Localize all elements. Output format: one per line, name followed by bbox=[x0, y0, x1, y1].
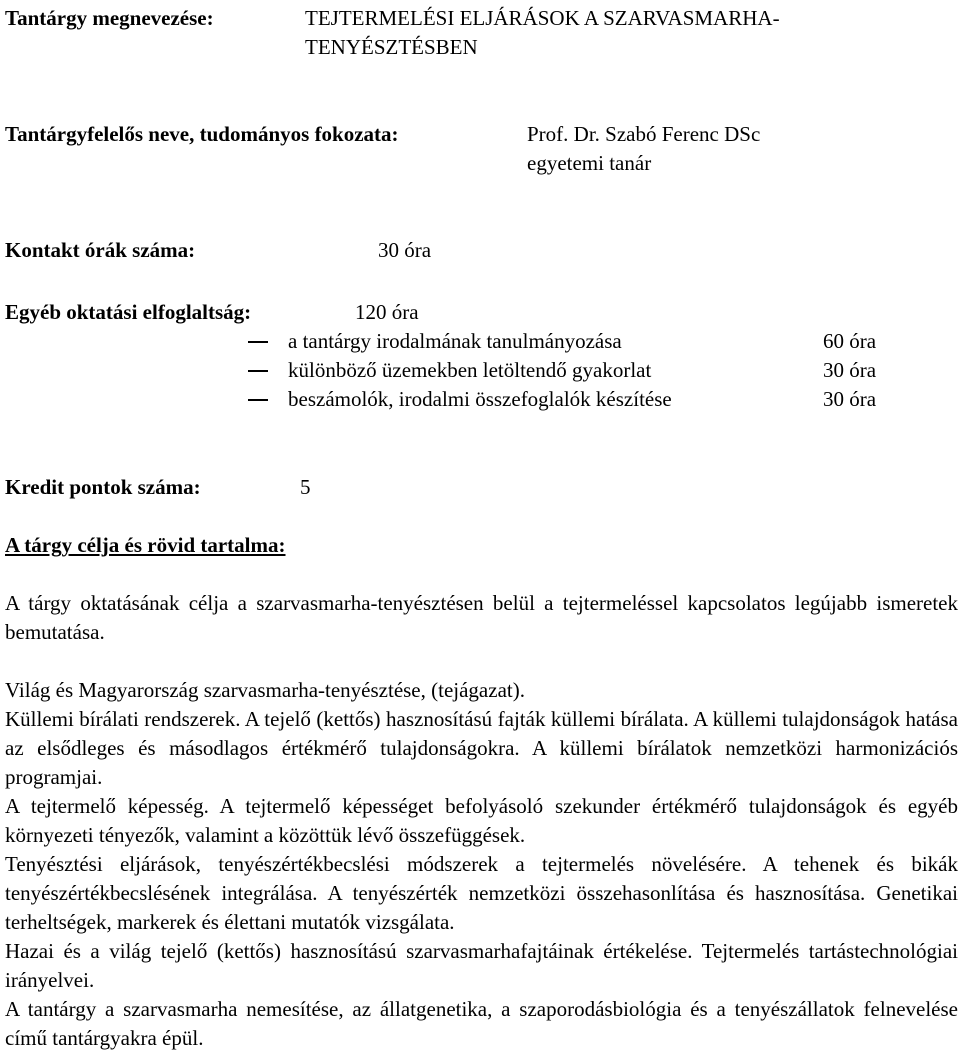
content-paragraph: Hazai és a világ tejelő (kettős) hasznosítású szarvasmarhafajtáinak értékelése. Tejtermelés tartástechnológiai irányelvei. bbox=[5, 939, 958, 992]
goal-intro bbox=[5, 589, 958, 647]
content-paragraph: A tejtermelő képesség. A tejtermelő képességet befolyásoló szekunder értékmérő tulajdonságok és egyéb környezeti tényezők, valamint a közöttük lévő összefüggések. bbox=[5, 794, 958, 847]
responsible-label: Tantárgyfelelős neve, tudományos fokozata: bbox=[5, 122, 399, 146]
content-paragraph: A tantárgy a szarvasmarha nemesítése, az állatgenetika, a szaporodásbiológia és a tenyészállatok felnevelése című tantárgyakra épül. bbox=[5, 997, 958, 1050]
content-paragraph: Tenyésztési eljárások, tenyészértékbecslési módszerek a tejtermelés növelésére. A tehenek és bikák tenyészértékbecslésének integrálása. A tenyészérték nemzetközi összehasonlítása és hasznosítása. Genetikai terheltségek, markerek és élettani mutatók vizsgálata. bbox=[5, 852, 958, 934]
contact-hours-label: Kontakt órák száma: bbox=[5, 238, 196, 262]
workload-item-text: különböző üzemekben letöltendő gyakorlat bbox=[288, 358, 652, 382]
workload-item-text: beszámolók, irodalmi összefoglalók készítése bbox=[288, 387, 672, 411]
dash-bullet bbox=[248, 341, 268, 343]
dash-bullet bbox=[248, 370, 268, 372]
credits-label: Kredit pontok száma: bbox=[5, 475, 201, 499]
workload-item bbox=[0, 327, 960, 356]
workload-item-hours: 30 óra bbox=[823, 387, 877, 411]
workload-item bbox=[0, 356, 960, 385]
responsible-title: egyetemi tanár bbox=[527, 151, 652, 175]
dash-bullet bbox=[248, 399, 268, 401]
other-workload-value: 120 óra bbox=[355, 300, 419, 324]
content-paragraph: Világ és Magyarország szarvasmarha-tenyésztése, (tejágazat). bbox=[5, 678, 525, 702]
goal-heading: A tárgy célja és rövid tartalma: bbox=[5, 533, 286, 557]
workload-item-hours: 30 óra bbox=[823, 358, 877, 382]
content-paragraph: Küllemi bírálati rendszerek. A tejelő (kettős) hasznosítású fajták küllemi bírálata. A küllemi tulajdonságok hatása az elsődleges és másodlagos értékmérő tulajdonságokra. A küllemi bírálatok nemzetközi harmonizációs programjai. bbox=[5, 707, 958, 789]
workload-item-hours: 60 óra bbox=[823, 329, 877, 353]
workload-item bbox=[0, 385, 960, 414]
subject-title-line2: TENYÉSZTÉSBEN bbox=[305, 35, 478, 59]
subject-title-line1: TEJTERMELÉSI ELJÁRÁSOK A SZARVASMARHA- bbox=[305, 6, 780, 30]
subject-label: Tantárgy megnevezése: bbox=[5, 6, 214, 30]
contact-hours-value: 30 óra bbox=[378, 238, 432, 262]
goal-content bbox=[5, 676, 958, 1053]
workload-item-text: a tantárgy irodalmának tanulmányozása bbox=[288, 329, 622, 353]
other-workload-label: Egyéb oktatási elfoglaltság: bbox=[5, 300, 252, 324]
credits-value: 5 bbox=[300, 475, 311, 499]
goal-intro-text: A tárgy oktatásának célja a szarvasmarha-tenyésztésen belül a tejtermeléssel kapcsolatos legújabb ismeretek bemutatása. bbox=[5, 591, 958, 644]
responsible-name: Prof. Dr. Szabó Ferenc DSc bbox=[527, 122, 761, 146]
